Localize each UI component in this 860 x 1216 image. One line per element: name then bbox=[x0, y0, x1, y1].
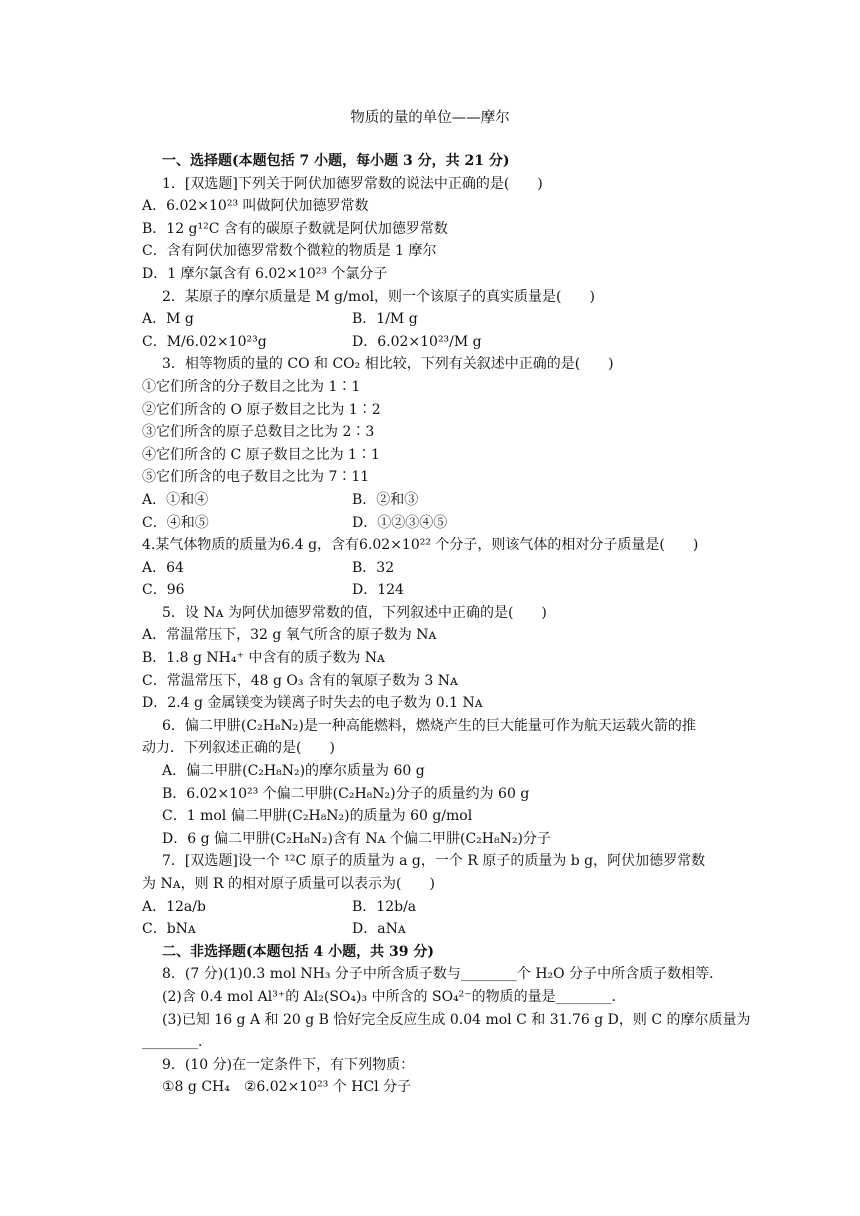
document-body bbox=[142, 150, 751, 1099]
option-right: D．aNᴀ bbox=[352, 921, 406, 938]
option-left: A．①和④ bbox=[142, 491, 209, 508]
option-left: C．M/6.02×10²³g bbox=[142, 333, 267, 350]
text-line: D．1 摩尔氯含有 6.02×10²³ 个氯分子 bbox=[142, 265, 388, 282]
text-line: B．12 g¹²C 含有的碳原子数就是阿伏加德罗常数 bbox=[142, 220, 448, 237]
section-heading: 二、非选择题(本题包括 4 小题，共 39 分) bbox=[162, 943, 434, 960]
option-right: B．1/M g bbox=[352, 311, 418, 328]
option-row bbox=[142, 579, 732, 602]
option-left: C．④和⑤ bbox=[142, 514, 209, 531]
question-line: D．6 g 偏二甲肼(C₂H₈N₂)含有 Nᴀ 个偏二甲肼(C₂H₈N₂)分子 bbox=[162, 830, 551, 847]
question-line: 9．(10 分)在一定条件下，有下列物质： bbox=[162, 1056, 415, 1073]
option-row bbox=[142, 896, 732, 919]
text-line: 4.某气体物质的质量为6.4 g，含有6.02×10²² 个分子，则该气体的相对分子质量是( ) bbox=[142, 537, 699, 554]
text-line: ⑤它们所含的电子数目之比为 7∶11 bbox=[142, 469, 370, 486]
text-line: C．常温常压下，48 g O₃ 含有的氧原子数为 3 Nᴀ bbox=[142, 672, 458, 689]
option-left: C．96 bbox=[142, 582, 185, 599]
text-line: 为 Nᴀ，则 R 的相对原子质量可以表示为( ) bbox=[142, 876, 435, 892]
text-line: B．1.8 g NH₄⁺ 中含有的质子数为 Nᴀ bbox=[142, 650, 385, 667]
option-left: C．bNᴀ bbox=[142, 921, 196, 938]
option-right: D．6.02×10²³/M g bbox=[352, 333, 482, 350]
option-row bbox=[142, 489, 732, 512]
question-line: 8．(7 分)(1)0.3 mol NH₃ 分子中所含质子数与________个 H₂O 分子中所含质子数相等． bbox=[162, 966, 724, 983]
question-line: C．1 mol 偏二甲肼(C₂H₈N₂)的质量为 60 g/mol bbox=[162, 808, 473, 825]
option-row bbox=[142, 308, 732, 331]
option-left: A．M g bbox=[142, 311, 194, 328]
option-right: D．①②③④⑤ bbox=[352, 514, 448, 531]
question-line: 7．[双选题]设一个 ¹²C 原子的质量为 a g，一个 R 原子的质量为 b g，阿伏加德罗常数 bbox=[162, 853, 706, 870]
option-row bbox=[142, 557, 732, 580]
text-line: ③它们所含的原子总数目之比为 2∶3 bbox=[142, 424, 375, 441]
text-line: 动力．下列叙述正确的是( ) bbox=[142, 740, 335, 757]
option-left: A．12a/b bbox=[142, 898, 206, 915]
section-heading: 一、选择题(本题包括 7 小题，每小题 3 分，共 21 分) bbox=[162, 153, 510, 169]
question-line: 5．设 Nᴀ 为阿伏加德罗常数的值，下列叙述中正确的是( ) bbox=[162, 604, 547, 621]
text-line: A．常温常压下，32 g 氧气所含的原子数为 Nᴀ bbox=[142, 627, 437, 644]
question-line: 1．[双选题]下列关于阿伏加德罗常数的说法中正确的是( ) bbox=[162, 175, 543, 192]
option-right: B．12b/a bbox=[352, 898, 417, 915]
question-line: (2)含 0.4 mol Al³⁺的 Al₂(SO₄)₃ 中所含的 SO₄²⁻的物质的量是________． bbox=[162, 988, 626, 1005]
option-right: B．32 bbox=[352, 559, 395, 576]
text-line: ________． bbox=[142, 1034, 212, 1051]
option-left: A．64 bbox=[142, 559, 184, 576]
option-row bbox=[142, 331, 732, 354]
text-line: A．6.02×10²³ 叫做阿伏加德罗常数 bbox=[142, 198, 369, 215]
text-line: ①它们所含的分子数目之比为 1∶1 bbox=[142, 378, 361, 395]
question-line: 6．偏二甲肼(C₂H₈N₂)是一种高能燃料，燃烧产生的巨大能量可作为航天运载火箭的推 bbox=[162, 717, 696, 734]
question-line: B．6.02×10²³ 个偏二甲肼(C₂H₈N₂)分子的质量约为 60 g bbox=[162, 785, 530, 802]
option-row bbox=[142, 512, 732, 535]
question-line: (3)已知 16 g A 和 20 g B 恰好完全反应生成 0.04 mol C 和 31.76 g D，则 C 的摩尔质量为 bbox=[162, 1011, 751, 1028]
question-line: A．偏二甲肼(C₂H₈N₂)的摩尔质量为 60 g bbox=[162, 763, 425, 780]
option-right: B．②和③ bbox=[352, 491, 419, 508]
text-line: ④它们所含的 C 原子数目之比为 1∶1 bbox=[142, 446, 380, 463]
question-line: 2．某原子的摩尔质量是 M g/mol，则一个该原子的真实质量是( ) bbox=[162, 288, 595, 305]
page-title: 物质的量的单位——摩尔 bbox=[350, 110, 510, 126]
option-row bbox=[142, 918, 732, 941]
option-right: D．124 bbox=[352, 582, 404, 599]
text-line: D．2.4 g 金属镁变为镁离子时失去的电子数为 0.1 Nᴀ bbox=[142, 695, 483, 712]
question-line: ①8 g CH₄ ②6.02×10²³ 个 HCl 分子 bbox=[162, 1079, 412, 1096]
text-line: ②它们所含的 O 原子数目之比为 1∶2 bbox=[142, 401, 381, 418]
question-line: 3．相等物质的量的 CO 和 CO₂ 相比较，下列有关叙述中正确的是( ) bbox=[162, 356, 614, 373]
text-line: C．含有阿伏加德罗常数个微粒的物质是 1 摩尔 bbox=[142, 243, 437, 260]
